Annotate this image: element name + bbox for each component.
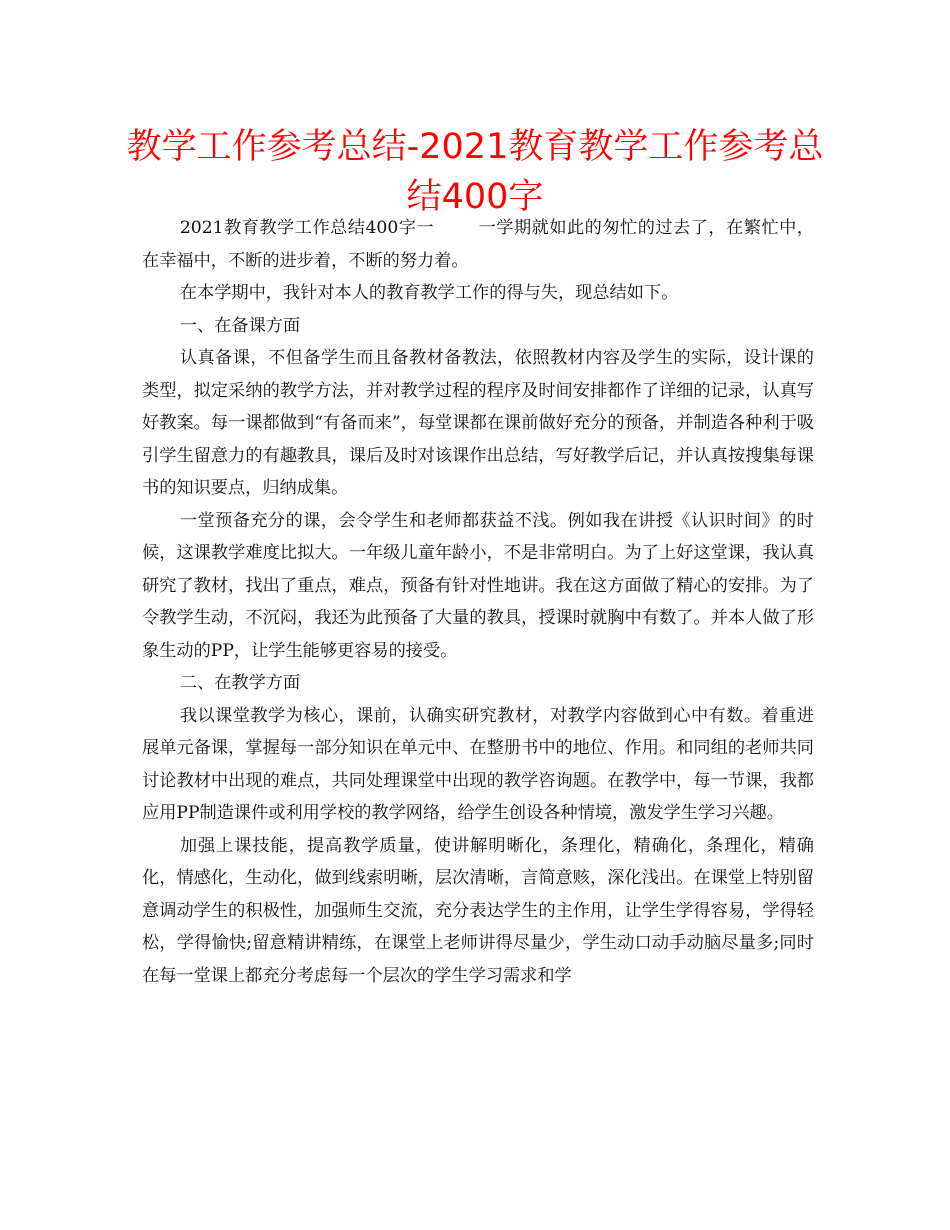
section-heading-teaching: 二、在教学方面 bbox=[179, 673, 301, 693]
paragraph: 一堂预备充分的课，会令学生和老师都获益不浅。例如我在讲授《认识时间》的时候，这课教学难度比拟大。一年级儿童年龄小，不是非常明白。为了上好这堂课，我认真研究了教材，找出了重点，难点，预备有针对性地讲。我在这方面做了精心的安排。为了令教学生动，不沉闷，我还为此预备了大量的教具，授课时就胸中有数了。并本人做了形象生动的PP，让学生能够更容易的接受。 bbox=[142, 510, 814, 661]
document-body bbox=[142, 212, 814, 992]
intro-text: 一学期就如此的匆忙的过去了，在繁忙中，在幸福中，不断的进步着，不断的努力着。 bbox=[142, 218, 814, 271]
paragraph: 认真备课，不但备学生而且备教材备教法，依照教材内容及学生的实际，设计课的类型，拟定采纳的教学方法，并对教学过程的程序及时间安排都作了详细的记录，认真写好教案。每一课都做到“有备而来”，每堂课都在课前做好充分的预备，并制造各种利于吸引学生留意力的有趣教具，课后及时对该课作出总结，写好教学后记，并认真按搜集每课书的知识要点，归纳成集。 bbox=[142, 348, 814, 498]
paragraph: 加强上课技能，提高教学质量，使讲解明晰化，条理化，精确化，条理化，精确化，情感化，生动化，做到线索明晰，层次清晰，言简意赅，深化浅出。在课堂上特别留意调动学生的积极性，加强师生交流，充分表达学生的主作用，让学生学得容易，学得轻松，学得愉快;留意精讲精练，在课堂上老师讲得尽量少，学生动口动手动脑尽量多;同时在每一堂课上都充分考虑每一个层次的学生学习需求和学 bbox=[142, 835, 814, 986]
intro-paragraph bbox=[142, 212, 814, 277]
section-heading-lesson-prep: 一、在备课方面 bbox=[179, 315, 301, 336]
paragraph: 我以课堂教学为核心，课前，认确实研究教材，对教学内容做到心中有数。着重进展单元备课，掌握每一部分知识在单元中、在整册书中的地位、作用。和同组的老师共同讨论教材中出现的难点，共同处理课堂中出现的教学咨询题。在教学中，每一节课，我都应用PP制造课件或利用学校的教学网络，给学生创设各种情境，激发学生学习兴趣。 bbox=[142, 705, 814, 823]
paragraph-summary-lead: 在本学期中，我针对本人的教育教学工作的得与失，现总结如下。 bbox=[179, 283, 679, 303]
intro-label: 2021教育教学工作总结400字一 bbox=[179, 218, 435, 238]
document-title: 教学工作参考总结-2021教育教学工作参考总结400字 bbox=[126, 127, 824, 217]
